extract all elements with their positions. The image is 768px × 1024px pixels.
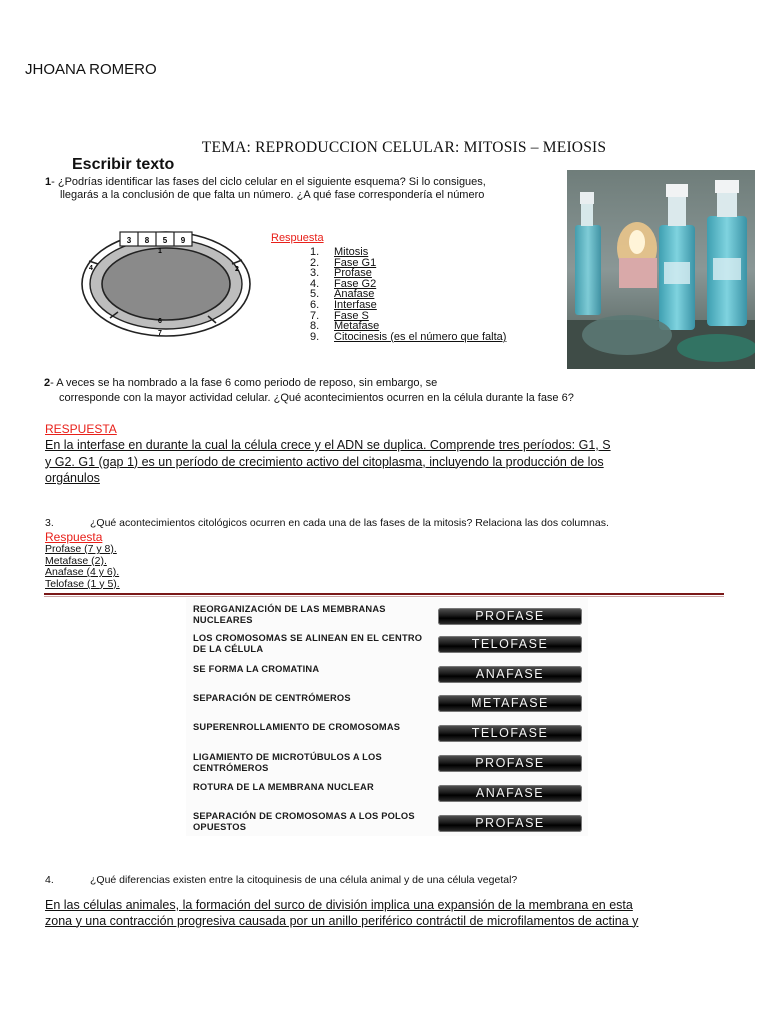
cycle-label-2: 2 [235, 266, 239, 273]
spray-bottles-photo [567, 170, 755, 369]
match-phase-pill: ANAFASE [438, 785, 582, 802]
list-item: 8. Metafase [310, 320, 380, 333]
list-item: Telofase (1 y 5). [45, 577, 120, 590]
list-item: 2. Fase G1 [310, 256, 377, 269]
match-event: SEPARACIÓN DE CROMOSOMAS A LOS POLOS OPUESTOS [193, 811, 415, 832]
cycle-label-4: 4 [89, 265, 93, 272]
match-event: ROTURA DE LA MEMBRANA NUCLEAR [193, 782, 374, 792]
respuesta-label-3: Respuesta [45, 530, 103, 544]
answer-4 [45, 898, 725, 929]
cycle-label-9: 9 [180, 236, 186, 245]
phases-list [310, 247, 506, 342]
match-phase-pill: PROFASE [438, 815, 582, 832]
match-row [186, 722, 588, 751]
cycle-label-7: 7 [158, 330, 162, 337]
answer-4-line: En las células animales, la formación del surco de división implica una expansión de la membrana en esta [45, 898, 633, 912]
question-3-number: 3. [45, 517, 54, 529]
match-phase-pill: PROFASE [438, 608, 582, 625]
cycle-label-8: 8 [144, 236, 150, 245]
match-event: SE FORMA LA CROMATINA [193, 664, 320, 674]
match-row [186, 604, 588, 633]
list-item: 3. Profase [310, 267, 372, 280]
match-event: SUPERENROLLAMIENTO DE CROMOSOMAS [193, 722, 401, 732]
respuesta-label-1: Respuesta [271, 232, 324, 244]
list-item: 4. Fase G2 [310, 277, 377, 290]
question-4-text: ¿Qué diferencias existen entre la citoquinesis de una célula animal y de una célula vegetal? [90, 874, 518, 886]
list-item: 6. Interfase [310, 298, 377, 311]
match-phase-pill: METAFASE [438, 695, 582, 712]
cycle-label-1: 1 [158, 248, 162, 255]
match-row [186, 752, 588, 781]
match-event: REORGANIZACIÓN DE LAS MEMBRANAS NUCLEARES [193, 604, 386, 625]
list-item: 1. Mitosis [310, 246, 369, 258]
divider-line-shadow [44, 596, 724, 597]
mitosis-phases-list [45, 544, 120, 590]
question-2-number: 2 [44, 377, 51, 389]
match-row [186, 811, 588, 840]
list-item: Anafase (4 y 6). [45, 566, 120, 579]
cycle-label-6: 6 [158, 318, 162, 325]
divider-line [44, 593, 724, 595]
match-phase-pill: TELOFASE [438, 636, 582, 653]
match-row [186, 664, 588, 693]
answer-2-line: orgánulos [45, 471, 100, 485]
question-1 [45, 176, 560, 202]
match-event: LIGAMIENTO DE MICROTÚBULOS A LOS CENTRÓMEROS [193, 752, 382, 773]
question-1-number: 1 [45, 176, 52, 188]
question-3-text: ¿Qué acontecimientos citológicos ocurren en cada una de las fases de la mitosis? Relaciona las dos columnas. [90, 517, 609, 529]
question-2-line1: - A veces se ha nombrado a la fase 6 como periodo de reposo, sin embargo, se [50, 377, 438, 389]
list-item: Profase (7 y 8). [45, 543, 117, 555]
cycle-label-3: 3 [126, 236, 132, 245]
answer-2-line: En la interfase en durante la cual la célula crece y el ADN se duplica. Comprende tres períodos: G1, S [45, 438, 611, 452]
answer-4-line: zona y una contracción progresiva causada por un anillo periférico contráctil de microfilamentos de actina y [45, 913, 639, 928]
respuesta-label-2: RESPUESTA [45, 422, 117, 436]
question-2 [44, 376, 664, 406]
match-row [186, 633, 588, 662]
page-title: TEMA: REPRODUCCION CELULAR: MITOSIS – MEIOSIS [201, 139, 607, 156]
match-row [186, 782, 588, 811]
cycle-label-5: 5 [162, 236, 168, 245]
match-event: LOS CROMOSOMAS SE ALINEAN EN EL CENTRO DE LA CÉLULA [193, 633, 423, 654]
match-row [186, 693, 588, 722]
author-name: JHOANA ROMERO [25, 61, 157, 78]
cell-cycle-diagram [80, 226, 252, 338]
match-phase-pill: TELOFASE [438, 725, 582, 742]
list-item: Metafase (2). [45, 554, 107, 567]
question-4 [45, 874, 745, 886]
list-item: 7. Fase S [310, 309, 369, 322]
question-2-line2: corresponde con la mayor actividad celular. ¿Qué acontecimientos ocurren en la célula durante la fase 6? [59, 392, 574, 404]
list-item: 9. Citocinesis (es el número que falta) [310, 330, 507, 343]
match-event: SEPARACIÓN DE CENTRÓMEROS [193, 693, 351, 703]
answer-2 [45, 437, 685, 487]
match-phase-pill: PROFASE [438, 755, 582, 772]
question-1-line1: - ¿Podrías identificar las fases del ciclo celular en el siguiente esquema? Si lo consigues, [51, 176, 486, 188]
answer-2-line: y G2. G1 (gap 1) es un período de crecimiento activo del citoplasma, incluyendo la producción de los [45, 454, 604, 469]
question-1-line2: llegarás a la conclusión de que falta un número. ¿A qué fase correspondería el número [60, 189, 485, 201]
escribir-texto-heading: Escribir texto [72, 156, 175, 173]
matching-columns-image [186, 598, 588, 836]
question-3 [45, 517, 745, 529]
match-phase-pill: ANAFASE [438, 666, 582, 683]
list-item: 5. Anafase [310, 288, 375, 301]
question-4-number: 4. [45, 874, 54, 886]
